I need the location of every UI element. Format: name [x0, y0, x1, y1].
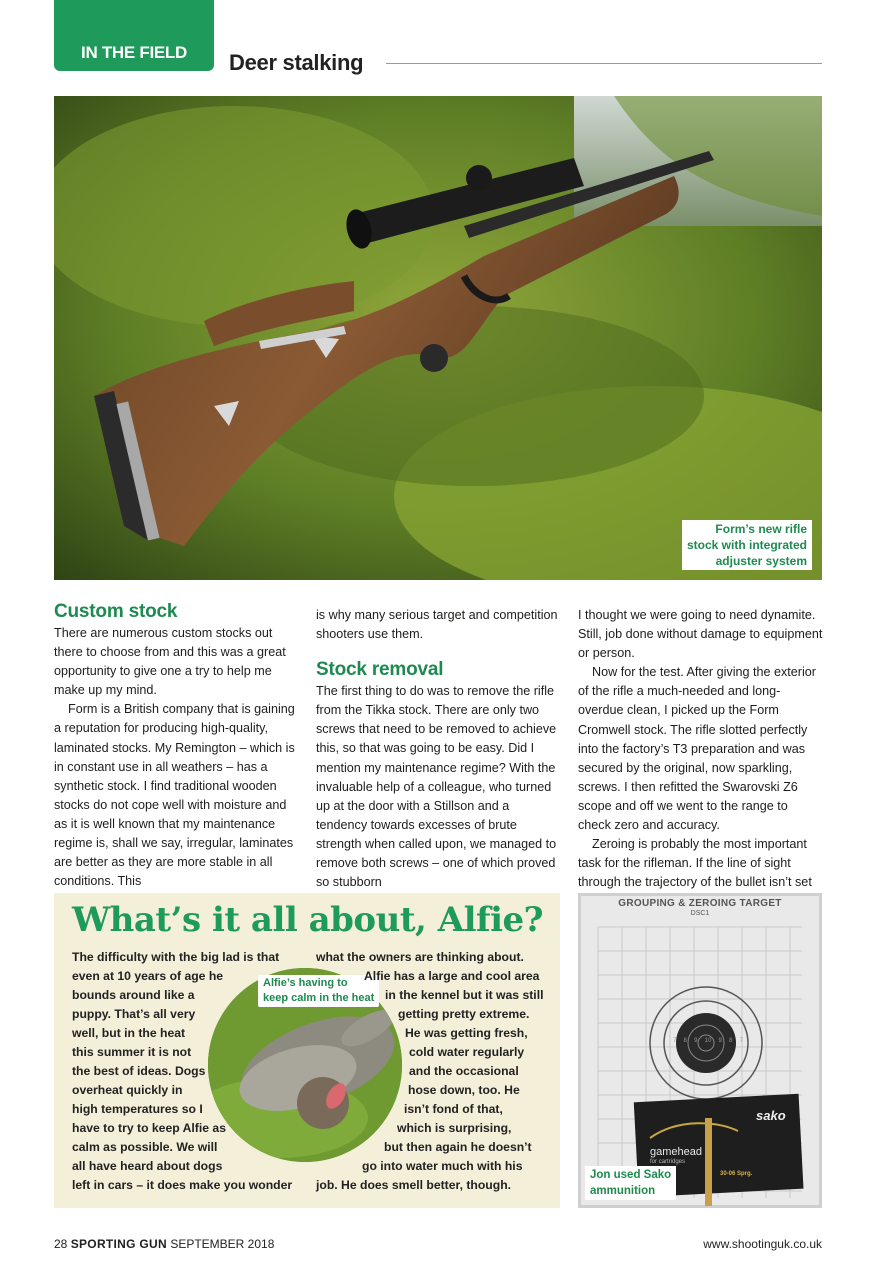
ammo-calibre: 30-06 Sprg.: [720, 1171, 753, 1177]
boxout-line: what the owners are thinking about.: [316, 950, 524, 964]
paragraph: The first thing to do was to remove the rifle from the Tikka stock. There are only two screws that need to be removed to achieve this, so that was going to be easy. Did I mention my maintenance regime? With the invaluable help of a colleague, who turned up at the door with a Stillson and a tendency towards excesses of brute strength when called upon, we managed to remove both screws – one of which proved so stubborn: [316, 684, 557, 890]
boxout-line: but then again he doesn’t: [384, 1140, 532, 1154]
caption-line: adjuster system: [715, 554, 807, 568]
section-tag: [54, 0, 214, 71]
cartridge: [705, 1118, 712, 1206]
target-code: DSC1: [690, 910, 710, 917]
ring-number: 9: [694, 1038, 698, 1044]
paragraph: I thought we were going to need dynamite. Still, job done without damage to equipment or person.: [578, 608, 823, 661]
boxout-line: The difficulty with the big lad is that: [72, 950, 280, 964]
boxout-heading: What’s it all about, Alfie?: [72, 900, 544, 940]
website-url: www.shootinguk.co.uk: [703, 1237, 822, 1251]
boxout-line: and the occasional: [409, 1064, 519, 1078]
caption-line: Alfie’s having to: [263, 977, 348, 989]
boxout-line: high temperatures so I: [72, 1102, 203, 1116]
target-photo-caption: [585, 1166, 676, 1200]
caption-line: keep calm in the heat: [263, 992, 375, 1004]
header-rule: [386, 63, 822, 64]
boxout-line: the best of ideas. Dogs: [72, 1064, 206, 1078]
boxout-line: calm as possible. We will: [72, 1140, 218, 1154]
ammo-product: gamehead: [650, 1146, 702, 1158]
ring-number: 10: [704, 1038, 712, 1044]
paragraph: Now for the test. After giving the exterior of the rifle a much-needed and long-overdue clean, I picked up the Form Cromwell stock. The rifle slotted perfectly into the factory’s T3 preparation and was secured by the original, now sparkling, screws. I then refitted the Swarovski Z6 scope and off we went to the range to check zero and accuracy.: [578, 665, 816, 833]
boxout-line: bounds around like a: [72, 988, 195, 1002]
magazine-name: SPORTING GUN: [70, 1237, 167, 1251]
target-photo: [578, 893, 822, 1208]
ammo-brand: sako: [756, 1108, 786, 1123]
ring-number: 8: [729, 1038, 733, 1044]
ring-number: 7: [673, 1038, 677, 1044]
dog-photo-caption: [258, 975, 379, 1007]
boxout-line: isn’t fond of that,: [404, 1102, 503, 1116]
boxout-line: even at 10 years of age he: [72, 969, 224, 983]
paragraph: There are numerous custom stocks out there to choose from and this was a great opportunity to give one a try to help me make up my mind.: [54, 626, 286, 698]
boxout-line: go into water much with his: [362, 1159, 523, 1173]
caption-line: Jon used Sako: [590, 1169, 672, 1181]
rifle-photo-illustration: [54, 96, 822, 580]
boxout-line: job. He does smell better, though.: [316, 1178, 512, 1192]
boxout-line: hose down, too. He: [408, 1083, 520, 1097]
boxout-line: have to try to keep Alfie as: [72, 1121, 226, 1135]
target-title: GROUPING & ZEROING TARGET: [618, 898, 782, 909]
section-tag-label: IN THE FIELD: [81, 43, 187, 62]
target-ring-numbers: [673, 1038, 743, 1044]
section-title: Deer stalking: [229, 50, 364, 75]
issue-date: SEPTEMBER 2018: [170, 1237, 275, 1251]
paragraph: Zeroing is probably the most important task for the rifleman. If the line of sight through the trajectory of the bullet isn’t set: [578, 837, 812, 890]
rifle-photo: [54, 96, 822, 580]
boxout-line: this summer it is not: [72, 1045, 192, 1059]
boxout-line: left in cars – it does make you wonder: [72, 1178, 293, 1192]
rifle-photo-caption: [682, 520, 812, 570]
article-column-3: [578, 606, 824, 892]
article-column-1: [54, 600, 300, 891]
ring-number: 9: [718, 1038, 722, 1044]
paragraph: Form is a British company that is gaining a reputation for producing high-quality, laminated stocks. My Remington – which is in constant use in all weathers – has a synthetic stock. I find traditional wooden stocks do not cope well with moisture and as it is well known that my maintenance regime is, shall we say, irregular, laminates are better as they are more stable in all conditions. This: [54, 702, 295, 889]
caption-line: stock with integrated: [686, 538, 807, 552]
boxout-line: in the kennel but it was still: [385, 988, 544, 1002]
boxout-line: all have heard about dogs: [72, 1159, 223, 1173]
page-footer: [54, 1237, 274, 1251]
article-column-2: [316, 606, 562, 892]
boxout-line: which is surprising,: [397, 1121, 512, 1135]
page-number: 28: [54, 1237, 68, 1251]
ammo-sub: for cartridges: [650, 1159, 686, 1165]
ring-number: 7: [739, 1038, 743, 1044]
ring-number: 8: [683, 1038, 687, 1044]
boxout-line: puppy. That’s all very: [72, 1007, 196, 1021]
boxout-line: getting pretty extreme.: [398, 1007, 530, 1021]
boxout-line: cold water regularly: [409, 1045, 525, 1059]
heading-custom-stock: Custom stock: [54, 601, 178, 622]
boxout-line: overheat quickly in: [72, 1083, 183, 1097]
paragraph: is why many serious target and competition shooters use them.: [316, 608, 558, 642]
target-illustration: [578, 893, 822, 1208]
caption-line: Form’s new rifle: [715, 522, 807, 536]
boxout-line: He was getting fresh,: [405, 1026, 528, 1040]
heading-stock-removal: Stock removal: [316, 659, 444, 681]
boxout-line: Alfie has a large and cool area: [364, 969, 540, 983]
boxout-line: well, but in the heat: [72, 1026, 186, 1040]
caption-line: ammunition: [590, 1185, 656, 1197]
